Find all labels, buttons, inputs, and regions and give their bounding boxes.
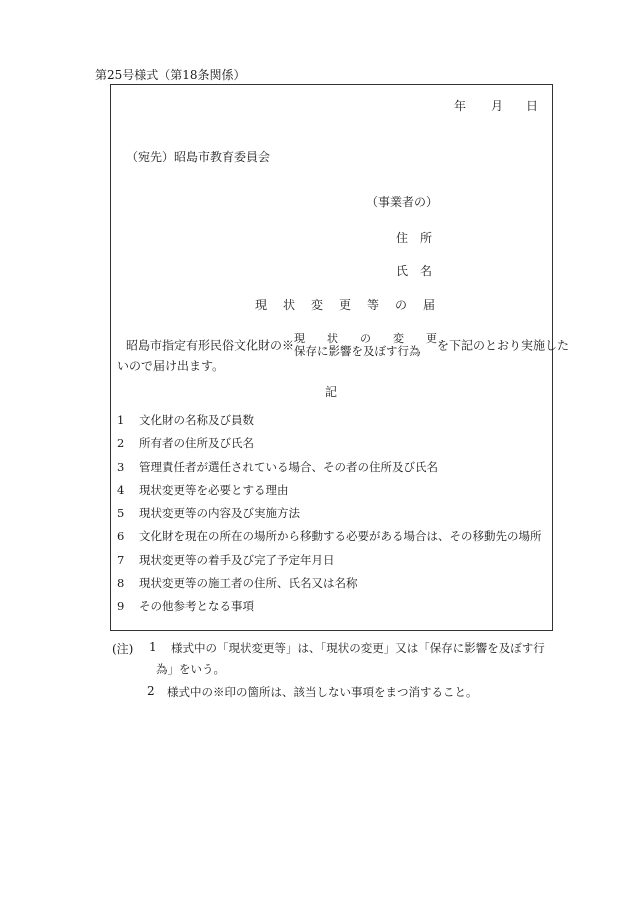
body-prefix: 昭島市指定有形民俗文化財の※ [126,338,295,353]
list-item: 7 現状変更等の着手及び完了予定年月日 [117,553,335,567]
body-line-2: いので届け出ます。 [117,359,225,373]
ki-heading: 記 [325,385,338,399]
applicant-label: （事業者の） [366,195,439,209]
option-preservation-impact: 保存に影響を及ぼす行為 [294,344,421,358]
option-current-state-change: 現 状 の 変 更 [294,332,438,345]
note-2-number: 2 [147,684,155,698]
note-1-line-2: 為」をいう。 [156,662,225,676]
body-options [294,333,437,357]
list-item: 4 現状変更等を必要とする理由 [117,483,289,497]
document-title: 現状変更等の届 [255,298,452,312]
form-number-label: 第25号様式（第18条関係） [95,68,246,82]
date-month: 月 [491,99,504,113]
address-label: 住 所 [396,231,433,245]
body-suffix: を下記のとおり実施した [437,338,570,353]
body-line-1 [126,332,570,358]
list-item: 5 現状変更等の内容及び実施方法 [117,506,300,520]
date-day: 日 [526,99,539,113]
notes-label: (注) [112,642,134,656]
list-item: 1 文化財の名称及び員数 [117,413,254,427]
addressee: （宛先）昭島市教育委員会 [126,150,271,164]
list-item: 8 現状変更等の施工者の住所、氏名又は名称 [117,576,358,590]
note-2-text: 様式中の※印の箇所は、該当しない事項をまつ消すること。 [167,685,478,699]
note-1-line-1: 様式中の「現状変更等」は、「現状の変更」又は「保存に影響を及ぼす行 [171,641,545,655]
list-item: 9 その他参考となる事項 [117,599,254,613]
list-item: 3 管理責任者が選任されている場合、その者の住所及び氏名 [117,460,438,474]
list-item: 6 文化財を現在の所在の場所から移動する必要がある場合は、その移動先の場所 [117,529,542,543]
list-item: 2 所有者の住所及び氏名 [117,436,254,450]
date-year: 年 [454,99,467,113]
name-label: 氏 名 [396,264,433,278]
note-1-number: 1 [149,640,157,654]
